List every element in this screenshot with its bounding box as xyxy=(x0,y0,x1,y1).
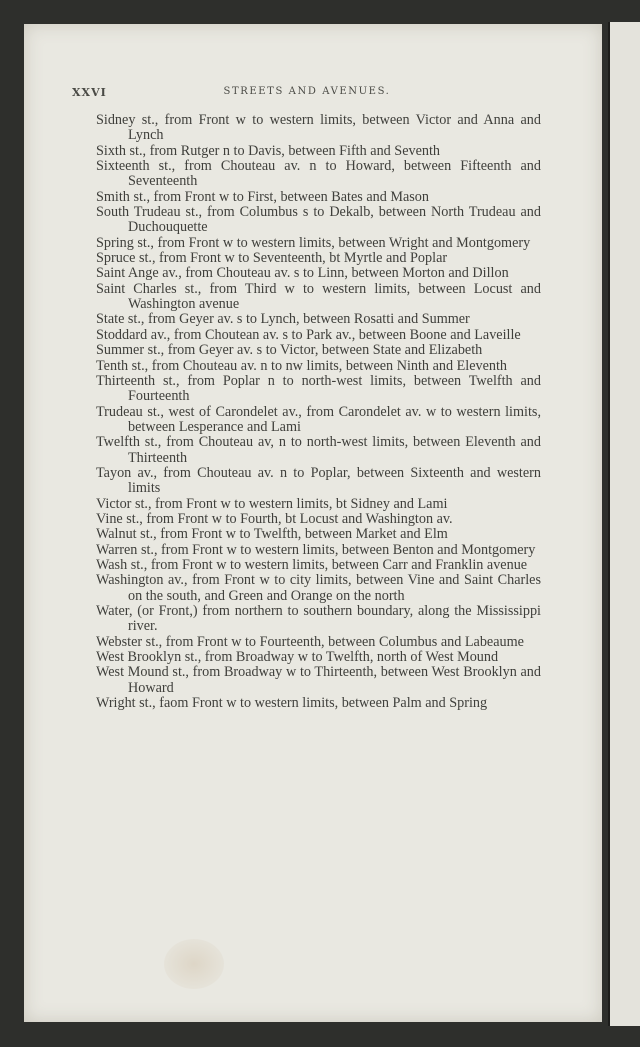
street-entry: Victor st., from Front w to western limits, bt Sidney and Lami xyxy=(96,495,448,512)
adjacent-page-edge xyxy=(608,22,640,1026)
running-title: STREETS AND AVENUES. xyxy=(223,86,391,97)
street-entry: Tenth st., from Chouteau av. n to nw limits, between Ninth and Eleventh xyxy=(96,357,508,374)
street-entry: Webster st., from Front w to Fourteenth, between Columbus and Labeaume xyxy=(96,633,524,650)
street-entry: Vine st., from Front w to Fourth, bt Locust and Washington av. xyxy=(96,510,453,527)
street-entry: Sixteenth st., from Chouteau av. n to Howard, between Fifteenth and Seventeenth xyxy=(96,158,541,190)
street-entry: Spring st., from Front w to western limits, between Wright and Montgomery xyxy=(96,234,531,251)
street-entry: West Brooklyn st., from Broadway w to Twelfth, north of West Mound xyxy=(96,649,499,666)
street-entry: State st., from Geyer av. s to Lynch, between Rosatti and Summer xyxy=(96,311,470,328)
street-list xyxy=(96,113,541,711)
street-entry: Twelfth st., from Chouteau av, n to north-west limits, between Eleventh and Thirteenth xyxy=(96,434,541,466)
street-entry: Warren st., from Front w to western limits, between Benton and Montgomery xyxy=(96,541,536,558)
street-entry: Summer st., from Geyer av. s to Victor, between State and Elizabeth xyxy=(96,342,483,359)
street-entry: Saint Charles st., from Third w to western limits, between Locust and Washington avenue xyxy=(96,280,541,313)
street-entry: Water, (or Front,) from northern to southern boundary, along the Mississippi river. xyxy=(96,603,541,635)
street-entry: Wash st., from Front w to western limits, between Carr and Franklin avenue xyxy=(96,556,528,573)
page-stain xyxy=(164,939,224,989)
street-entry: Washington av., from Front w to city limits, between Vine and Saint Charles on the south, and Green and Orange on the north xyxy=(96,572,541,604)
street-entry: Walnut st., from Front w to Twelfth, between Market and Elm xyxy=(96,526,448,543)
street-entry: Stoddard av., from Choutean av. s to Park av., between Boone and Laveille xyxy=(96,326,521,343)
street-entry: Trudeau st., west of Carondelet av., from Carondelet av. w to western limits, between Lesperance and Lami xyxy=(96,403,541,435)
street-entry: South Trudeau st., from Columbus s to Dekalb, between North Trudeau and Duchouquette xyxy=(96,204,541,236)
street-entry: Saint Ange av., from Chouteau av. s to Linn, between Morton and Dillon xyxy=(96,265,509,282)
street-entry: Sixth st., from Rutger n to Davis, between Fifth and Seventh xyxy=(96,142,441,159)
street-entry: Spruce st., from Front w to Seventeenth, bt Myrtle and Poplar xyxy=(96,250,448,267)
street-entry: Wright st., faom Front w to western limits, between Palm and Spring xyxy=(96,695,488,712)
street-entry: Thirteenth st., from Poplar n to north-west limits, between Twelfth and Fourteenth xyxy=(96,372,541,405)
page-number: XXVI xyxy=(72,86,107,99)
running-header xyxy=(72,86,542,102)
street-entry: Smith st., from Front w to First, between Bates and Mason xyxy=(96,188,429,205)
street-entry: Sidney st., from Front w to western limits, between Victor and Anna and Lynch xyxy=(96,112,541,144)
street-entry: West Mound st., from Broadway w to Thirteenth, between West Brooklyn and Howard xyxy=(96,664,541,696)
street-entry: Tayon av., from Chouteau av. n to Poplar, between Sixteenth and western limits xyxy=(96,464,541,497)
